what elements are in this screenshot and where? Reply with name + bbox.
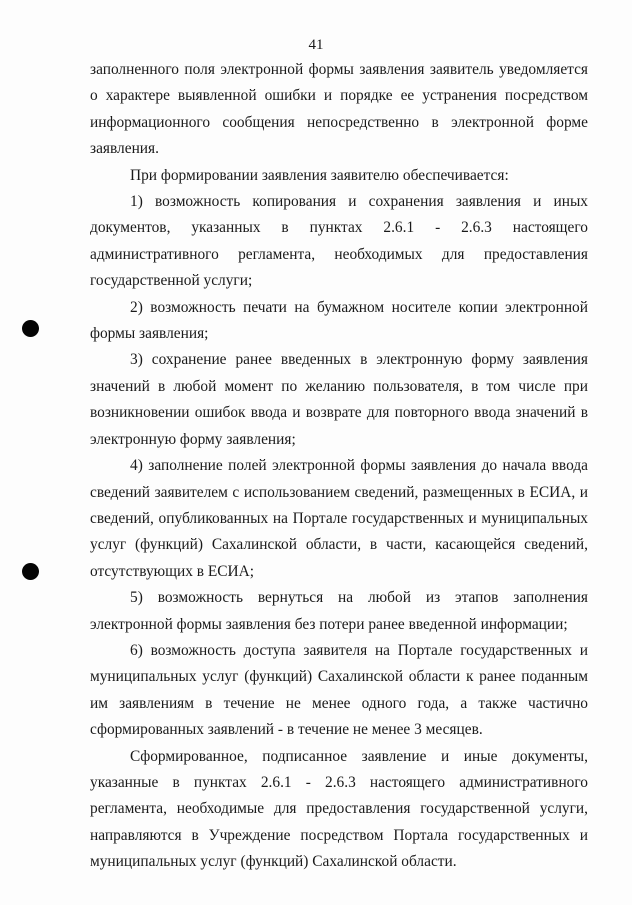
list-item-6: 6) возможность доступа заявителя на Портале государственных и муниципальных услуг (функций) Сахалинской области к ранее поданным им заявлениям в течение не менее одного года, а также частично сформированных заявлений - в течение не менее 3 месяцев. (90, 641, 588, 739)
paragraph-continuation: заполненного поля электронной формы заявления заявитель уведомляется о характере выявленной ошибки и порядке ее устранения посредством информационного сообщения непосредственно в электронной форме заявления. (90, 61, 588, 158)
punch-hole-mark (22, 320, 39, 337)
page-number: 41 (308, 37, 324, 53)
punch-hole-mark (22, 563, 39, 580)
list-item-1: 1) возможность копирования и сохранения заявления и иных документов, указанных в пунктах 2.6.1 - 2.6.3 настоящего административного регламента, необходимых для предоставления государственной услуги; (90, 193, 588, 290)
list-item-2: 2) возможность печати на бумажном носителе копии электронной формы заявления; (90, 298, 588, 343)
paragraph-intro: При формировании заявления заявителю обеспечивается: (130, 166, 509, 184)
paragraph-final: Сформированное, подписанное заявление и иные документы, указанные в пунктах 2.6.1 - 2.6.3 настоящего административного регламента, необходимые для предоставления государственной услуги, направляются в Учреждение посредством Портала государственных и муниципальных услуг (функций) Сахалинской области. (90, 747, 588, 871)
list-item-3: 3) сохранение ранее введенных в электронную форму заявления значений в любой момент по желанию пользователя, в том числе при возникновении ошибок ввода и возврате для повторного ввода значений в электронную форму заявления; (90, 351, 588, 448)
list-item-5: 5) возможность вернуться на любой из этапов заполнения электронной формы заявления без потери ранее введенной информации; (90, 589, 588, 633)
list-item-4: 4) заполнение полей электронной формы заявления до начала ввода сведений заявителем с использованием сведений, размещенных в ЕСИА, и сведений, опубликованных на Портале государственных и муниципальных услуг (функций) Сахалинской области, в части, касающейся сведений, отсутствующих в ЕСИА; (90, 457, 588, 580)
document-body (90, 57, 588, 876)
